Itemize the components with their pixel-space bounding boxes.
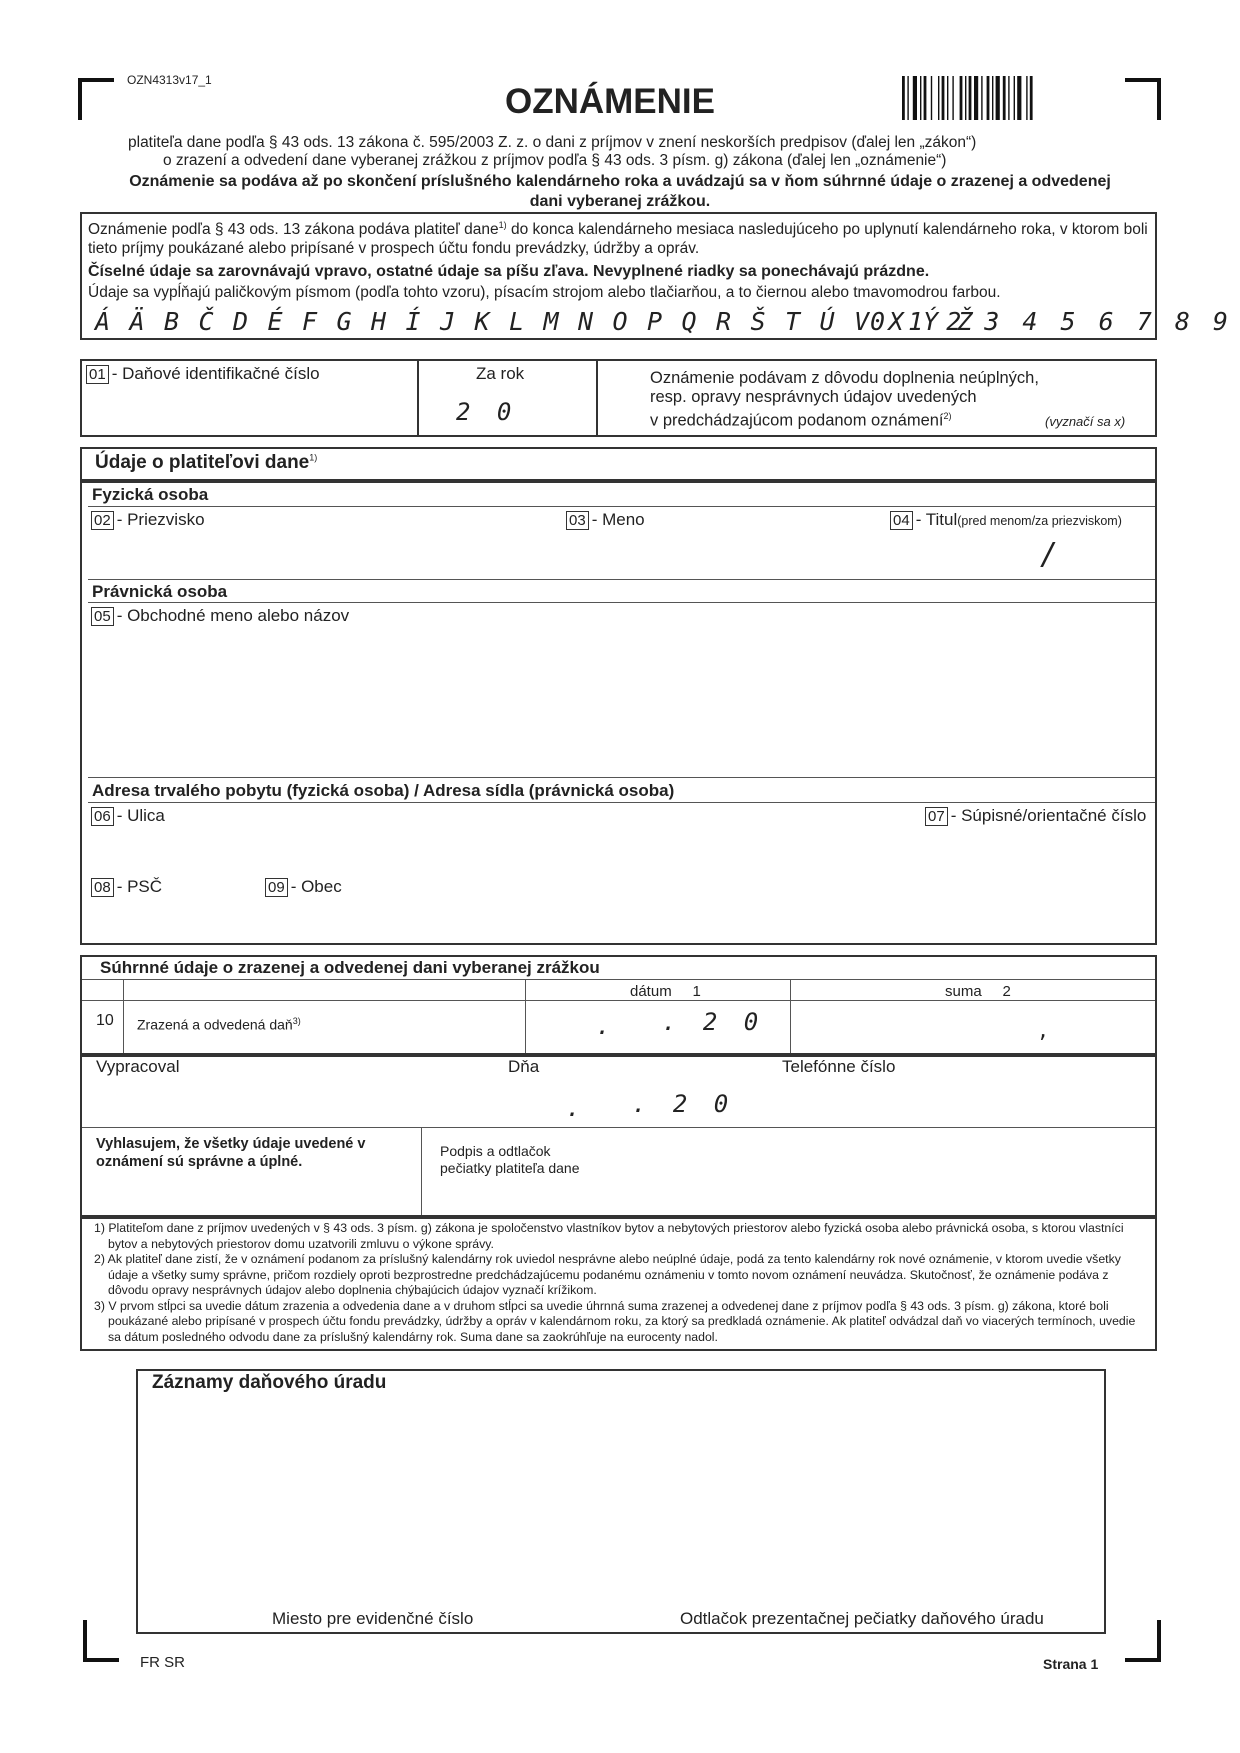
page-title: OZNÁMENIE (505, 82, 715, 121)
divider (88, 777, 1155, 778)
divider (88, 506, 1155, 507)
corner-mark-tr-h (1125, 78, 1161, 82)
sample-letters: Á Ä B Č D É F G H Í J K L M N O P Q R Š T Ú V X Ý Ž (95, 307, 975, 336)
row-10-number: 10 (96, 1012, 114, 1029)
corner-mark-br-h (1125, 1658, 1161, 1662)
platitel-title (95, 452, 317, 474)
signature-area[interactable] (600, 1132, 1150, 1212)
col1-number: 1 (692, 983, 701, 1000)
sample-digits: 0 1 2 3 4 5 6 7 8 9 (870, 307, 1232, 336)
note-2: 2) Ak platiteľ dane zistí, že v oznámení podanom za príslušný kalendárny rok uviedol nesprávne alebo neúplné údaje, podá za tento kalendárny rok nové oznámenie, v ktorom uvedie všetky údaje a všetky sumy správne, pričom rozdiely oproti bezprostredne predchádzajúcemu podanému oznámeniu v tomto novom oznámení neuvádza. Skutočnosť, že oznámenie podáva z dôvodu opravy nesprávnych údajov alebo doplnenia chýbajúcich údajov vyznačí krížikom. (94, 1252, 1121, 1297)
field-06-label (91, 806, 165, 826)
corner-mark-bl-h (83, 1658, 119, 1662)
datum-label: dátum (630, 983, 672, 1000)
instructions-line1-rest: do konca kalendárneho mesiaca nasledujúceho po uplynutí kalendárneho roka, v ktorom boli tieto príjmy poukázané alebo pripísané v prospech účtu fondu prevádzky, údržby a opráv. (88, 221, 1148, 258)
field-01-number: 01 (86, 365, 109, 384)
footer-left: FR SR (140, 1654, 185, 1671)
col2-header (945, 983, 1011, 1000)
field-02-number: 02 (91, 511, 114, 530)
telefon-label: Telefónne číslo (782, 1057, 896, 1076)
dna-date-input[interactable]: . 2 0 (632, 1090, 735, 1118)
titul-note: (pred menom/za priezviskom) (957, 514, 1122, 528)
field-07-label (925, 806, 1146, 826)
divider (123, 979, 124, 1053)
field-09-label (265, 877, 342, 897)
subtitle-bold: Oznámenie sa podáva až po skončení príslušného kalendárneho roka a uvádzajú sa v ňom súhrnné údaje o zrazenej a odvedenej dani vyberanej zrážkou. (129, 173, 1111, 210)
field-09-number: 09 (265, 878, 288, 897)
vypracoval-input[interactable] (96, 1080, 496, 1124)
vyznaci-label: (vyznačí sa x) (1045, 414, 1126, 429)
odtlacok-label: Odtlačok prezentačnej pečiatky daňového úradu (680, 1609, 1044, 1628)
footer-page: Strana 1 (1043, 1656, 1099, 1672)
row-10-date-dot: . (596, 1012, 611, 1040)
psc-input[interactable] (91, 900, 251, 938)
field-07-number: 07 (925, 807, 948, 826)
za-rok-label: Za rok (476, 364, 525, 383)
adresa-heading: Adresa trvalého pobytu (fyzická osoba) / Adresa sídla (právnická osoba) (92, 781, 675, 800)
field-05-label (91, 606, 349, 626)
field-08-number: 08 (91, 878, 114, 897)
ulica-label: - Ulica (116, 806, 165, 825)
obchodne-meno-input[interactable] (91, 630, 1146, 770)
divider (525, 979, 526, 1053)
fyzicka-osoba-heading: Fyzická osoba (92, 485, 209, 504)
divider (596, 359, 598, 437)
field-02-label (91, 510, 205, 530)
declaration-text: Vyhlasujem, že všetky údaje uvedené v oznámení sú správne a úplné. (96, 1136, 366, 1170)
dic-input[interactable] (86, 390, 411, 430)
divider (82, 1127, 1155, 1128)
subtitle-line2: o zrazení a odvedení dane vyberanej zrážkou z príjmov podľa § 43 ods. 3 písm. g) zákona (ďalej len „oznámenie“) (163, 152, 947, 169)
corner-mark-tr-v (1157, 78, 1161, 120)
divider (88, 802, 1155, 803)
divider (88, 602, 1155, 603)
za-rok-value[interactable]: 2 0 (456, 398, 518, 426)
note-1: 1) Platiteľom dane z príjmov uvedených v § 43 ods. 3 písm. g) zákona je spoločenstvo vlastníkov bytov a nebytových priestorov alebo fyzická osoba alebo právnická osoba, s ktorou vlastníci bytov a nebytových priestorov domu uzatvorili zmluvu o výkone správy. (94, 1221, 1124, 1251)
titul-label: - Titul (915, 510, 958, 529)
barcode (902, 76, 1078, 120)
divider (417, 359, 419, 437)
form-code: OZN4313v17_1 (127, 73, 212, 87)
instructions-line3: Údaje sa vypĺňajú paličkovým písmom (podľa tohto vzoru), písacím strojom alebo tlačiarňou, a to čiernou alebo tmavomodrou farbou. (88, 284, 1001, 301)
field-04-label (890, 510, 1122, 530)
zrazena-dan-sup: 3) (292, 1016, 301, 1026)
suhrnne-title: Súhrnné údaje o zrazenej a odvedenej dani vyberanej zrážkou (100, 958, 600, 977)
supisne-cislo-label: - Súpisné/orientačné číslo (950, 806, 1147, 825)
note-3: 3) V prvom stĺpci sa uvedie dátum zrazenia a odvedenia dane a v druhom stĺpci sa uvedie úhrnná suma zrazenej a odvedenej dane z príjmov podľa § 43 ods. 3 písm. g) zákona, ktoré boli poukázané alebo pripísané v prospech účtu fondu prevádzky, údržby a opráv v kalendárnom roku, za ktorý sa predkladá oznámenie. Ak platiteľ odvádzal daň vo viacerých termínoch, uvedie sa dátum posledného odvodu dane za príslušný kalendárny rok. Suma dane sa zaokrúhľuje na eurocenty nadol. (94, 1298, 1136, 1344)
doplnenie-line3: v predchádzajúcom podanom oznámení (650, 411, 944, 430)
divider (82, 979, 1155, 980)
doplnenie-line1: Oznámenie podávam z dôvodu doplnenia neúplných, (650, 369, 1039, 387)
suma-label: suma (945, 983, 982, 1000)
ulica-input[interactable] (91, 830, 891, 870)
doplnenie-text (650, 369, 1039, 431)
divider (82, 1000, 1155, 1001)
dna-date-dot: . (566, 1094, 581, 1122)
field-01-label (86, 364, 320, 384)
dic-label: - Daňové identifikačné číslo (111, 364, 320, 383)
divider (790, 979, 791, 1053)
subtitle-line1: platiteľa dane podľa § 43 ods. 13 zákona č. 595/2003 Z. z. o dani z príjmov v znení neskorších predpisov (ďalej len „zákon“) (128, 134, 977, 151)
platitel-title-sup: 1) (309, 452, 318, 463)
titul-input[interactable]: / (1040, 537, 1059, 572)
instructions-line1: Oznámenie podľa § 43 ods. 13 zákona podáva platiteľ dane (88, 221, 499, 239)
corner-mark-tl-h (78, 78, 114, 82)
obchodne-meno-label: - Obchodné meno alebo názov (116, 606, 350, 625)
office-title: Záznamy daňového úradu (152, 1372, 387, 1393)
instructions-sup: 1) (498, 220, 507, 230)
zrazena-dan-label: Zrazená a odvedená daň (137, 1016, 293, 1033)
divider (88, 579, 1155, 580)
field-08-label (91, 877, 162, 897)
psc-label: - PSČ (116, 877, 163, 896)
field-05-number: 05 (91, 607, 114, 626)
meno-input[interactable] (566, 532, 876, 572)
divider (421, 1127, 422, 1215)
priezvisko-label: - Priezvisko (116, 510, 205, 529)
row-10-date-input[interactable]: . 2 0 (662, 1008, 765, 1036)
platitel-title-text: Údaje o platiteľovi dane (95, 452, 310, 473)
notes-list (94, 1221, 1146, 1345)
pravnicka-osoba-heading: Právnická osoba (92, 582, 228, 601)
obec-label: - Obec (290, 877, 342, 896)
field-03-label (566, 510, 645, 530)
row-10-label (137, 1016, 301, 1033)
field-04-number: 04 (890, 511, 913, 530)
row-10-sum-comma: , (1037, 1018, 1050, 1042)
instructions-bold: Číselné údaje sa zarovnávajú vpravo, ostatné údaje sa píšu zľava. Nevyplnené riadky sa ponechávajú prázdne. (88, 263, 930, 280)
evidencne-cislo-label: Miesto pre evidenčné číslo (272, 1609, 474, 1628)
instructions-text (88, 216, 1150, 258)
doplnenie-sup: 2) (943, 411, 952, 421)
corner-mark-bl-v (83, 1620, 87, 1662)
col2-number: 2 (1002, 983, 1011, 1000)
priezvisko-input[interactable] (91, 532, 551, 572)
row-10-sum-input[interactable] (795, 1004, 1150, 1050)
signature-label: Podpis a odtlačok pečiatky platiteľa dane (440, 1143, 580, 1176)
corner-mark-tl-v (78, 78, 82, 120)
supisne-cislo-input[interactable] (925, 830, 1150, 870)
vypracoval-label: Vypracoval (96, 1057, 180, 1076)
telefon-input[interactable] (782, 1080, 1147, 1124)
field-03-number: 03 (566, 511, 589, 530)
office-records-area[interactable] (142, 1398, 1100, 1598)
meno-label: - Meno (591, 510, 645, 529)
col1-header (630, 983, 701, 1000)
corner-mark-br-v (1157, 1620, 1161, 1662)
doplnenie-line2: resp. opravy nesprávnych údajov uvedených (650, 388, 977, 406)
obec-input[interactable] (265, 900, 1145, 938)
field-06-number: 06 (91, 807, 114, 826)
dna-label: Dňa (508, 1057, 540, 1076)
